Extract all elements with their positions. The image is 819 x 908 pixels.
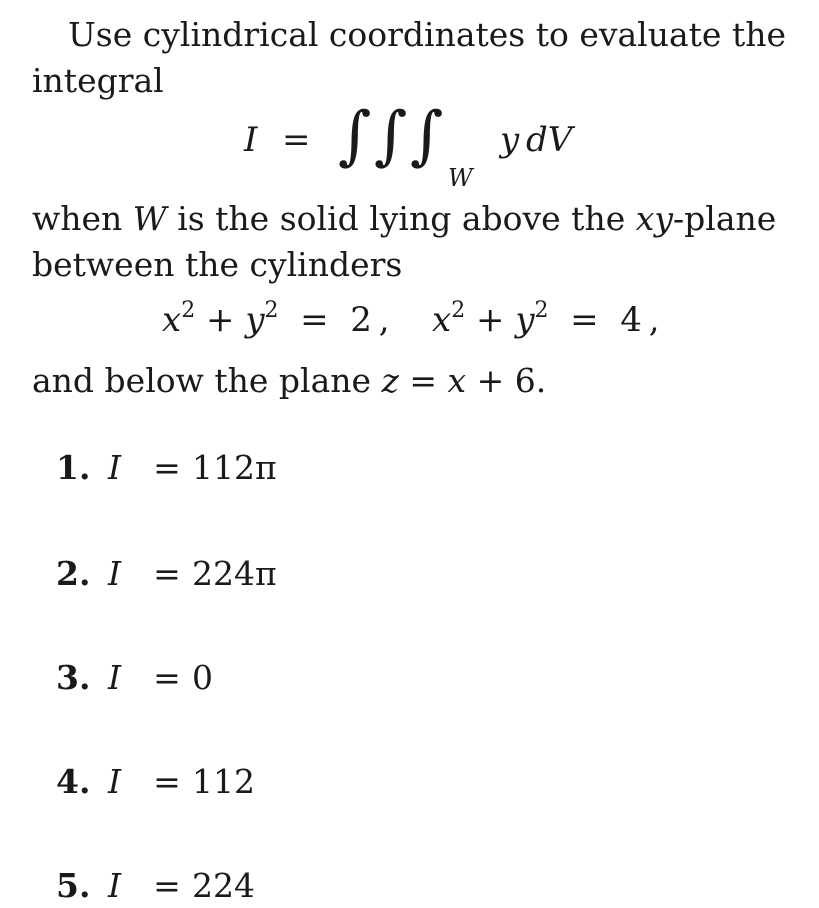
integral-lhs: I <box>244 120 258 160</box>
choice-value: 224 <box>192 866 255 905</box>
plane-equals: = <box>398 361 448 400</box>
cyl1-x: x <box>162 300 182 340</box>
problem-line-6 <box>32 358 802 404</box>
choice-value: 112π <box>192 448 277 487</box>
plane-z: z <box>381 361 399 400</box>
choice-number: 4. <box>56 762 91 801</box>
answer-choice-5[interactable] <box>56 866 255 905</box>
cyl1-rhs: 2 <box>350 300 372 340</box>
choice-equals: = <box>153 448 181 487</box>
integral-equals: = <box>282 120 311 160</box>
line3-text-c: -plane <box>672 199 777 238</box>
cyl1-y-exponent: 2 <box>264 298 279 323</box>
choice-equals: = <box>153 762 181 801</box>
choice-number: 2. <box>56 554 91 593</box>
problem-line-4: between the cylinders <box>32 245 403 284</box>
cyl2-x: x <box>432 300 452 340</box>
choice-equals: = <box>153 866 181 905</box>
cyl1-plus: + <box>206 300 235 340</box>
cyl1-equals: = <box>300 300 329 340</box>
answer-choice-4[interactable] <box>56 762 255 801</box>
cyl2-plus: + <box>476 300 505 340</box>
answer-choice-2[interactable] <box>56 554 277 593</box>
cyl1-x-exponent: 2 <box>181 298 196 323</box>
choice-variable: I <box>108 658 122 697</box>
choice-equals: = <box>153 554 181 593</box>
choice-variable: I <box>108 554 122 593</box>
cyl2-x-exponent: 2 <box>451 298 466 323</box>
cyl2-y: y <box>515 300 535 340</box>
choice-variable: I <box>108 866 122 905</box>
line6-text-b: + 6. <box>466 361 547 400</box>
integral-sign-1: ∫ <box>338 99 372 173</box>
line3-text-b: is the solid lying above the <box>166 199 636 238</box>
integral-sign-3: ∫ <box>410 99 444 173</box>
line6-text-a: and below the plane <box>32 361 382 400</box>
problem-line-3 <box>32 196 802 242</box>
plane-variables: xy <box>635 199 673 238</box>
cylinder-equation-2 <box>432 298 660 340</box>
choice-equals: = <box>153 658 181 697</box>
cyl2-y-exponent: 2 <box>534 298 549 323</box>
cyl2-rhs: 4 <box>620 300 642 340</box>
choice-value: 0 <box>192 658 213 697</box>
choice-value: 224π <box>192 554 277 593</box>
problem-line-1: Use cylindrical coordinates to evaluate the <box>68 15 786 54</box>
answer-choice-3[interactable] <box>56 658 213 697</box>
cyl2-equals: = <box>570 300 599 340</box>
integrand-variable: y <box>500 120 520 160</box>
choice-number: 1. <box>56 448 91 487</box>
choice-variable: I <box>108 762 122 801</box>
choice-number: 5. <box>56 866 91 905</box>
integral-sign-2: ∫ <box>374 99 408 173</box>
solid-variable: W <box>132 199 167 238</box>
problem-line-2: integral <box>32 61 164 100</box>
answer-choice-1[interactable] <box>56 448 277 487</box>
cyl1-comma: , <box>378 300 390 340</box>
line3-text-a: when <box>32 199 133 238</box>
cyl2-comma: , <box>648 300 660 340</box>
cylinder-equation-1 <box>162 298 390 340</box>
choice-value: 112 <box>192 762 255 801</box>
integral-differential: dV <box>526 120 573 160</box>
choice-variable: I <box>108 448 122 487</box>
integral-domain: W <box>448 164 473 192</box>
choice-number: 3. <box>56 658 91 697</box>
cyl1-y: y <box>245 300 265 340</box>
plane-x: x <box>447 361 467 400</box>
